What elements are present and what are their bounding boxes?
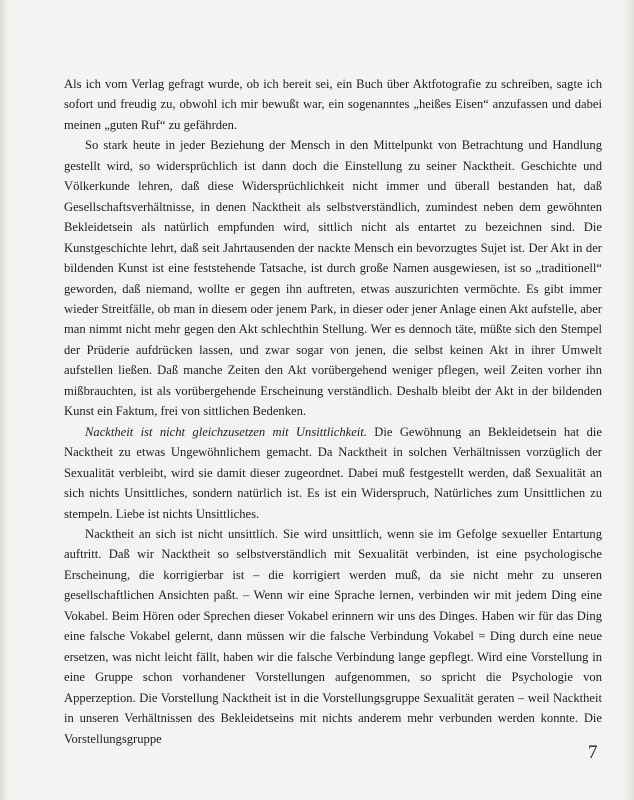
paragraph-intro: Als ich vom Verlag gefragt wurde, ob ich bereit sei, ein Buch über Aktfotografie zu schreiben, sagte ich sofort und freudig zu, obwohl ich mir bewußt war, ein sogenanntes „heißes Eisen“ anzufassen und dabei meinen „guten Ruf“ zu gefährden.	[64, 77, 602, 132]
body-text	[64, 74, 602, 749]
paragraph-apperception: Nacktheit an sich ist nicht unsittlich. Sie wird unsittlich, wenn sie im Gefolge sexueller Entartung auftritt. Daß wir Nacktheit so selbstverständlich mit Sexualität verbinden, ist eine psychologische Erscheinung, die korrigierbar ist – die korrigiert werden muß, da sie nicht mehr zu unseren gesellschaftlichen Ansichten paßt. – Wenn wir eine Sprache lernen, verbinden wir mit jedem Ding eine Vokabel. Beim Hören oder Sprechen dieser Vokabel erinnern wir uns des Dinges. Haben wir für das Ding eine falsche Vokabel gelernt, dann müssen wir die falsche Verbindung Vokabel = Ding durch eine neue ersetzen, was nicht leicht fällt, haben wir die falsche Verbindung lange gepflegt. Wird eine Vorstellung in eine Gruppe schon vorhandener Vorstellungen aufgenommen, so spricht die Psychologie von Apperzeption. Die Vorstellung Nacktheit ist in die Vorstellungsgruppe Sexualität geraten – weil Nacktheit in unseren Verhältnissen des Bekleidetseins mit nichts anderem mehr verbunden werden konnte. Die Vorstellungsgruppe	[64, 526, 602, 746]
paragraph-nudity-morality-rest: Die Gewöhnung an Bekleidetsein hat die Nacktheit zu etwas Ungewöhnlichem gemacht. Da Nacktheit in solchen Verhältnissen vorzüglich der Sexualität verbleibt, wird sie damit dieser zugeordnet. Dabei muß festgestellt werden, daß Sexualität an sich nichts Unsittliches, sondern natürlich ist. Es ist ein Widerspruch, Natürliches zum Unsittlichen zu stempeln. Liebe ist nichts Unsittliches.	[64, 424, 602, 521]
page-gutter-shadow	[0, 0, 8, 800]
paragraph-nudity-morality	[64, 422, 602, 524]
italic-thesis: Nacktheit ist nicht gleichzusetzen mit Unsittlichkeit.	[85, 424, 367, 439]
page-edge-shadow	[624, 0, 634, 800]
paragraph-contradiction: So stark heute in jeder Beziehung der Mensch in den Mittelpunkt von Betrachtung und Handlung gestellt wird, so widersprüchlich ist dann doch die Einstellung zu seiner Nacktheit. Geschichte und Völkerkunde lehren, daß diese Widersprüchlichkeit nicht immer und überall bestanden hat, daß Gesellschaftsverhältnisse, in denen Nacktheit als selbstverständlich, zumindest neben dem gewöhnten Bekleidetsein als natürlich empfunden wird, sittlich nicht als entartet zu bezeichnen sind. Die Kunstgeschichte lehrt, daß seit Jahrtausenden der nackte Mensch ein bevorzugtes Sujet ist. Der Akt in der bildenden Kunst ist eine feststehende Tatsache, ist durch große Namen ausgewiesen, ist so „traditionell“ geworden, daß niemand, wollte er gegen ihn auftreten, etwas auszurichten vermöchte. Es gibt immer wieder Streitfälle, ob man in diesem oder jenem Park, in dieser oder jener Anlage einen Akt aufstelle, aber man nimmt nicht mehr gegen den Akt schlechthin Stellung. Wer es dennoch täte, müßte sich den Stempel der Prüderie aufdrücken lassen, und zwar sogar von jenen, die selbst keinen Akt in ihrer Umwelt aufstellen ließen. Daß manche Zeiten den Akt vorübergehend weniger pflegen, weil Zeiten vorher ihn mißbrauchten, ist als vorübergehende Erscheinung verständlich. Deshalb bleibt der Akt in der bildenden Kunst ein Faktum, frei von sittlichen Bedenken.	[64, 138, 602, 419]
page-number: 7	[588, 742, 598, 763]
